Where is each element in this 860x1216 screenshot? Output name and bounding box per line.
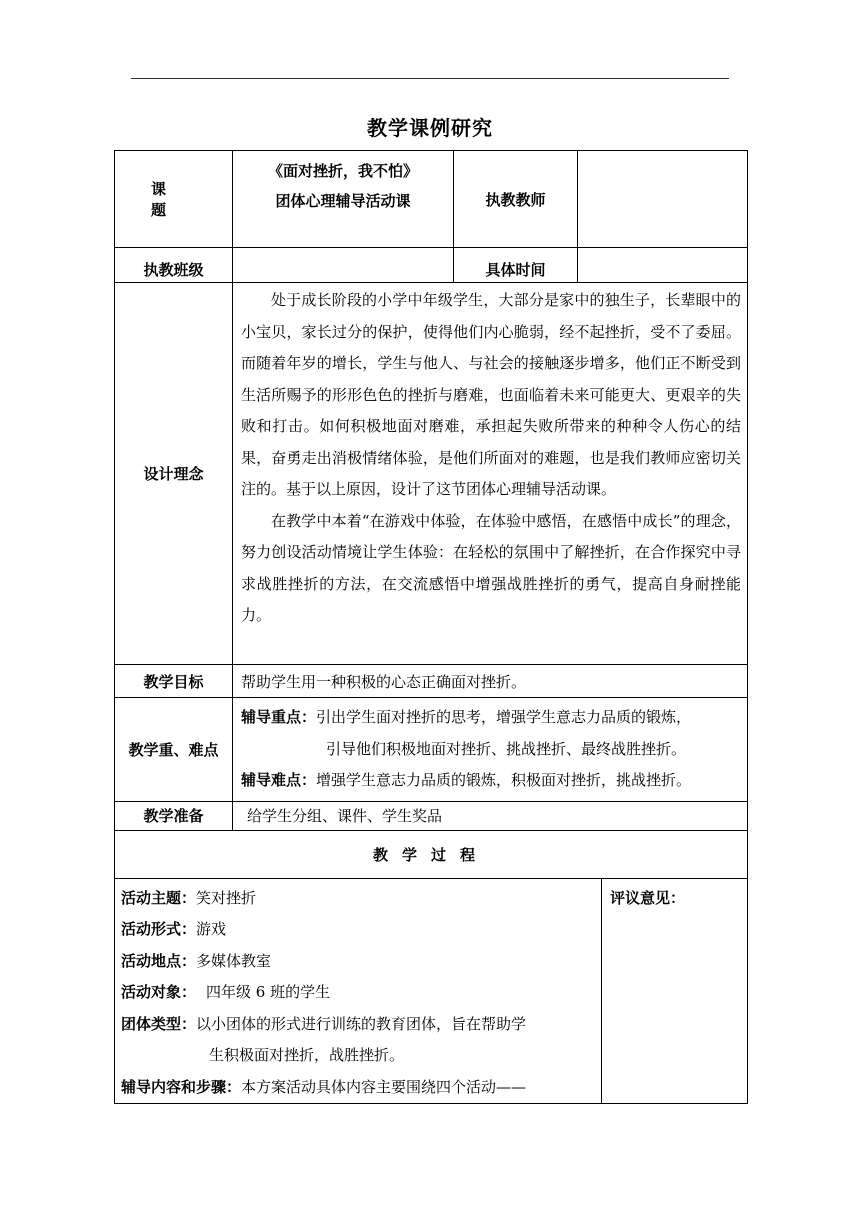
process-heading: 教学过程 <box>115 830 748 878</box>
key-diff-text: 增强学生意志力品质的锻炼，积极面对挫折，挑战挫折。 <box>316 771 692 789</box>
topic-label: 课 题 <box>115 151 233 248</box>
teacher-label: 执教教师 <box>454 151 578 248</box>
key-label: 教学重、难点 <box>115 698 233 802</box>
form-line <box>121 914 595 946</box>
teacher-value <box>578 151 748 248</box>
type-label: 团体类型： <box>121 1014 197 1033</box>
comment-label: 评议意见： <box>610 888 686 907</box>
steps-value: 本方案活动具体内容主要围绕四个活动—— <box>241 1077 527 1096</box>
key-focus-text-2: 引导他们积极地面对挫折、挑战挫折、最终战胜挫折。 <box>326 739 687 758</box>
topic-line-2: 团体心理辅导活动课 <box>275 192 411 210</box>
theme-line <box>121 883 595 915</box>
form-value: 游戏 <box>196 920 227 938</box>
theme-label: 活动主题： <box>121 888 197 907</box>
target-value: 四年级 6 班的学生 <box>206 983 331 1001</box>
type-text-1: 以小团体的形式进行训练的教育团体，旨在帮助学 <box>196 1014 527 1033</box>
comment-cell <box>602 878 748 1104</box>
topic-value <box>233 151 454 248</box>
type-text-2: 生积极面对挫折，战胜挫折。 <box>209 1046 405 1064</box>
process-content <box>115 878 602 1104</box>
goal-value: 帮助学生用一种积极的心态正确面对挫折。 <box>233 665 748 698</box>
key-diff-line <box>241 765 741 797</box>
place-label: 活动地点： <box>121 951 197 970</box>
target-label: 活动对象： <box>121 983 197 1001</box>
form-label: 活动形式： <box>121 920 197 938</box>
target-line <box>121 977 595 1009</box>
prep-label: 教学准备 <box>115 801 233 830</box>
place-line <box>121 946 595 978</box>
steps-line <box>121 1072 595 1104</box>
class-value <box>233 248 454 283</box>
header-rule <box>131 78 729 79</box>
design-content <box>233 283 748 665</box>
prep-value: 给学生分组、课件、学生奖品 <box>233 801 748 830</box>
key-focus-label: 辅导重点： <box>241 708 317 726</box>
design-paragraph-2: 在教学中本着“在游戏中体验，在体验中感悟，在感悟中成长”的理念，努力创设活动情境让学生体验：在轻松的氛围中了解挫折，在合作探究中寻求战胜挫折的方法，在交流感悟中增强战胜挫折的勇气，提高自身耐挫能力。 <box>241 511 741 624</box>
type-line <box>121 1009 595 1041</box>
design-paragraph-1: 处于成长阶段的小学中年级学生，大部分是家中的独生子，长辈眼中的小宝贝，家长过分的保护，使得他们内心脆弱，经不起挫折，受不了委屈。而随着年岁的增长，学生与他人、与社会的接触逐步增多，他们正不断受到生活所赐予的形形色色的挫折与磨难，也面临着未来可能更大、更艰辛的失败和打击。如何积极地面对磨难，承担起失败所带来的种种令人伤心的结果，奋勇走出消极情绪体验，是他们所面对的难题，也是我们教师应密切关注的。基于以上原因，设计了这节团体心理辅导活动课。 <box>241 291 741 498</box>
time-label: 具体时间 <box>454 248 578 283</box>
theme-value: 笑对挫折 <box>196 888 257 907</box>
key-content <box>233 698 748 802</box>
place-value: 多媒体教室 <box>196 951 272 970</box>
steps-label: 辅导内容和步骤： <box>121 1077 242 1096</box>
class-label: 执教班级 <box>115 248 233 283</box>
time-value <box>578 248 748 283</box>
key-focus-text-1: 引出学生面对挫折的思考，增强学生意志力品质的锻炼， <box>316 708 692 726</box>
topic-line-1: 《面对挫折，我不怕》 <box>267 162 418 180</box>
goal-label: 教学目标 <box>115 665 233 698</box>
key-diff-label: 辅导难点： <box>241 771 317 789</box>
key-focus-line <box>241 702 741 734</box>
lesson-table <box>114 150 748 1104</box>
page-title: 教学课例研究 <box>367 116 493 140</box>
design-label: 设计理念 <box>115 283 233 665</box>
